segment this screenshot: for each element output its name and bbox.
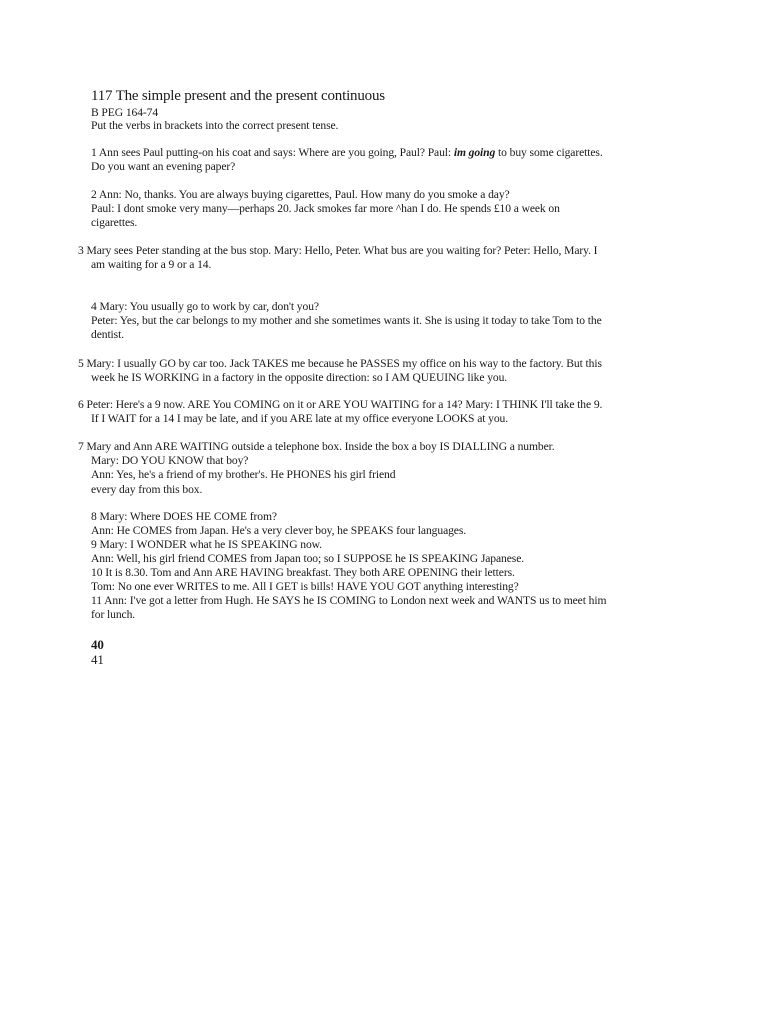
exercise-2-line-2: Paul: I dont smoke very many—perhaps 20. Jack smokes far more ^han I do. He spends £10 a week on [91,202,560,215]
instruction-line: Put the verbs in brackets into the correct present tense. [91,119,339,132]
exercise-6-line-2: If I WAIT for a 14 I may be late, and if you ARE late at my office everyone LOOKS at you. [91,412,509,425]
page-number-plain: 41 [91,652,104,667]
exercise-7-line-3: Ann: Yes, he's a friend of my brother's. He PHONES his girl friend [91,468,396,481]
exercise-1-text-before: 1 Ann sees Paul putting-on his coat and says: Where are you going, Paul? Paul: [91,146,454,159]
exercise-1-line-2: Do you want an evening paper? [91,160,236,173]
exercise-1-line-1 [91,146,603,160]
exercise-5-line-1: 5 Mary: I usually GO by car too. Jack TAKES me because he PASSES my office on his way to the factory. But this [78,357,602,370]
exercise-2-line-3: cigarettes. [91,216,138,229]
exercise-6-line-1: 6 Peter: Here's a 9 now. ARE You COMING on it or ARE YOU WAITING for a 14? Mary: I THINK I'll take the 9. [78,398,603,411]
exercise-5-line-2: week he IS WORKING in a factory in the opposite direction: so I AM QUEUING like you. [91,371,508,384]
page-number-bold: 40 [91,637,104,652]
exercise-10-line-1: 10 It is 8.30. Tom and Ann ARE HAVING breakfast. They both ARE OPENING their letters. [91,566,515,579]
exercise-4-line-1: 4 Mary: You usually go to work by car, don't you? [91,300,319,313]
exercise-9-line-1: 9 Mary: I WONDER what he IS SPEAKING now. [91,538,322,551]
exercise-1-answer: im going [453,146,496,159]
exercise-8-line-2: Ann: He COMES from Japan. He's a very clever boy, he SPEAKS four languages. [91,524,467,537]
exercise-1-text-after: to buy some cigarettes. [495,146,603,159]
exercise-4-line-3: dentist. [91,328,125,341]
exercise-11-line-1: 11 Ann: I've got a letter from Hugh. He SAYS he IS COMING to London next week and WANTS us to meet him [91,594,607,607]
exercise-7-line-1: 7 Mary and Ann ARE WAITING outside a telephone box. Inside the box a boy IS DIALLING a number. [78,440,555,453]
exercise-4-line-2: Peter: Yes, but the car belongs to my mother and she sometimes wants it. She is using it today to take Tom to the [91,314,602,327]
exercise-8-line-1: 8 Mary: Where DOES HE COME from? [91,510,277,523]
page-title: 117 The simple present and the present continuous [91,88,385,104]
exercise-3-line-1: 3 Mary sees Peter standing at the bus stop. Mary: Hello, Peter. What bus are you waiting for? Peter: Hello, Mary. I [78,244,598,257]
exercise-7-line-2: Mary: DO YOU KNOW that boy? [91,454,249,467]
exercise-2-line-1: 2 Ann: No, thanks. You are always buying cigarettes, Paul. How many do you smoke a day? [91,188,510,201]
exercise-9-line-2: Ann: Well, his girl friend COMES from Japan too; so I SUPPOSE he IS SPEAKING Japanese. [91,552,525,565]
exercise-3-line-2: am waiting for a 9 or a 14. [91,258,212,271]
exercise-11-line-2: for lunch. [91,608,136,621]
exercise-7-line-4: every day from this box. [91,483,203,496]
exercise-10-line-2: Tom: No one ever WRITES to me. All I GET is bills! HAVE YOU GOT anything interesting? [91,580,519,593]
reference-line: B PEG 164-74 [91,106,159,119]
